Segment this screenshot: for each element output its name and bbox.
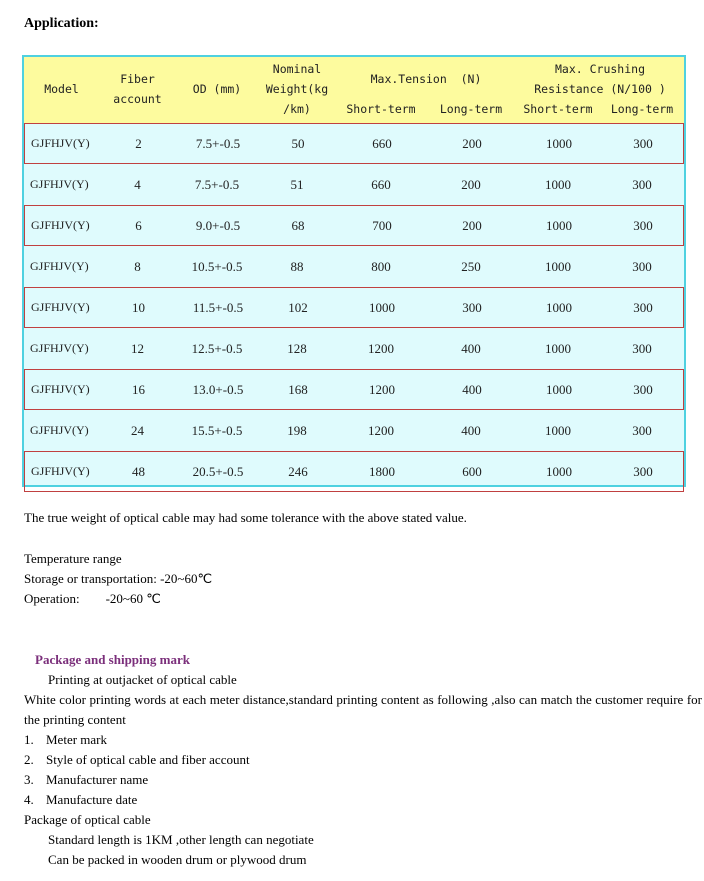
cell-tension-long: 300 (462, 299, 482, 315)
weight-note: The true weight of optical cable may had some tolerance with the above stated value. (24, 510, 467, 525)
table-row (24, 123, 684, 164)
cell-tension-long: 400 (461, 422, 481, 438)
cell-fiber: 4 (134, 176, 141, 192)
package-of-cable-title: Package of optical cable (24, 812, 151, 827)
cell-weight: 246 (288, 463, 308, 479)
cell-model: GJFHJV(Y) (30, 341, 89, 355)
header-tension-long: Long-term (439, 102, 503, 116)
cell-od: 13.0+-0.5 (192, 381, 244, 397)
cell-tension-short: 1200 (368, 340, 394, 356)
header-crushing-short: Short-term (523, 102, 593, 116)
cell-tension-short: 1200 (369, 381, 395, 397)
list-item (24, 770, 702, 790)
standard-length: Standard length is 1KM ,other length can negotiate (48, 832, 314, 847)
cell-tension-short: 1000 (369, 299, 395, 315)
list-item-number: 3. (24, 772, 34, 787)
cell-fiber: 24 (131, 422, 144, 438)
cell-weight: 102 (288, 299, 308, 315)
cell-tension-long: 250 (461, 258, 481, 274)
cell-crushing-long: 300 (633, 463, 653, 479)
cell-model: GJFHJV(Y) (31, 464, 90, 478)
cell-od: 10.5+-0.5 (191, 258, 243, 274)
cell-crushing-short: 1000 (546, 217, 572, 233)
list-item (24, 750, 702, 770)
list-item-text: Manufacturer name (46, 772, 149, 787)
cell-model: GJFHJV(Y) (30, 423, 89, 437)
header-tension: Max.Tension (N) (370, 72, 482, 86)
table-row (24, 369, 684, 410)
header-fiber-line1: Fiber (120, 72, 155, 86)
cell-tension-long: 200 (461, 176, 481, 192)
printing-line: Printing at outjacket of optical cable (48, 672, 237, 687)
cell-crushing-short: 1000 (545, 258, 571, 274)
header-weight-line2: Weight(kg (265, 82, 329, 96)
cell-weight: 88 (290, 258, 304, 274)
cell-tension-short: 660 (371, 176, 391, 192)
header-weight (258, 59, 336, 119)
cell-crushing-long: 300 (632, 258, 652, 274)
cell-od: 20.5+-0.5 (192, 463, 244, 479)
cell-crushing-short: 1000 (546, 135, 572, 151)
cell-fiber: 2 (135, 135, 142, 151)
cell-od: 11.5+-0.5 (192, 299, 244, 315)
cell-crushing-long: 300 (633, 135, 653, 151)
cell-tension-long: 400 (461, 340, 481, 356)
cell-od: 7.5+-0.5 (195, 135, 241, 151)
cell-tension-long: 400 (462, 381, 482, 397)
table-row (24, 164, 684, 205)
cell-tension-long: 600 (462, 463, 482, 479)
cell-weight: 50 (291, 135, 305, 151)
cell-weight: 128 (287, 340, 307, 356)
cell-crushing-short: 1000 (546, 381, 572, 397)
operation-value: -20~60 ℃ (105, 591, 161, 606)
cell-tension-short: 700 (372, 217, 392, 233)
temperature-title: Temperature range (24, 551, 122, 566)
header-crushing-long: Long-term (610, 102, 674, 116)
cell-crushing-long: 300 (632, 422, 652, 438)
operation-label: Operation: (24, 591, 80, 606)
cell-weight: 68 (291, 217, 305, 233)
temperature-operation (24, 589, 212, 609)
cell-weight: 168 (288, 381, 308, 397)
list-item-number: 4. (24, 792, 34, 807)
cell-crushing-long: 300 (632, 176, 652, 192)
list-item-text: Meter mark (46, 732, 108, 747)
cell-model: GJFHJV(Y) (31, 136, 90, 150)
cell-model: GJFHJV(Y) (30, 177, 89, 191)
table-row (24, 205, 684, 246)
list-item-text: Manufacture date (46, 792, 138, 807)
cell-crushing-long: 300 (633, 381, 653, 397)
cell-crushing-short: 1000 (545, 176, 571, 192)
cell-tension-long: 200 (462, 217, 482, 233)
cell-tension-short: 1800 (369, 463, 395, 479)
header-fiber (99, 69, 176, 109)
cell-od: 15.5+-0.5 (191, 422, 243, 438)
table-row (24, 246, 684, 287)
header-fiber-line2: account (113, 92, 162, 106)
packing-option: Can be packed in wooden drum or plywood drum (48, 852, 307, 867)
cell-weight: 51 (290, 176, 304, 192)
cell-fiber: 8 (134, 258, 141, 274)
spec-table (22, 55, 686, 487)
cell-fiber: 12 (131, 340, 144, 356)
cell-model: GJFHJV(Y) (31, 300, 90, 314)
cell-od: 7.5+-0.5 (194, 176, 240, 192)
cell-crushing-long: 300 (633, 299, 653, 315)
table-row (24, 451, 684, 492)
header-weight-line1: Nominal (272, 62, 322, 76)
list-item (24, 790, 702, 810)
cell-tension-long: 200 (462, 135, 482, 151)
list-item-text: Style of optical cable and fiber account (46, 752, 250, 767)
cell-tension-short: 800 (371, 258, 391, 274)
table-row (24, 287, 684, 328)
temperature-section (24, 549, 212, 609)
list-item-number: 2. (24, 752, 34, 767)
header-od: OD (mm) (192, 82, 242, 96)
header-weight-line3: /km) (283, 102, 311, 116)
cell-crushing-long: 300 (633, 217, 653, 233)
list-item (24, 730, 702, 750)
header-model: Model (44, 82, 79, 96)
cell-weight: 198 (287, 422, 307, 438)
cell-fiber: 16 (132, 381, 145, 397)
printing-items-list (24, 730, 702, 810)
header-crushing (516, 59, 684, 99)
table-row (24, 328, 684, 369)
package-section (24, 650, 702, 870)
cell-model: GJFHJV(Y) (30, 259, 89, 273)
cell-crushing-short: 1000 (546, 463, 572, 479)
cell-fiber: 48 (132, 463, 145, 479)
table-header (24, 57, 684, 123)
header-crushing-line2: Resistance (N/100 ) (534, 82, 666, 96)
header-crushing-line1: Max. Crushing (554, 62, 645, 76)
cell-model: GJFHJV(Y) (31, 382, 90, 396)
temperature-storage: Storage or transportation: -20~60℃ (24, 571, 213, 586)
table-row (24, 410, 684, 451)
package-title: Package and shipping mark (35, 652, 190, 667)
cell-fiber: 6 (135, 217, 142, 233)
cell-crushing-short: 1000 (545, 422, 571, 438)
list-item-number: 1. (24, 732, 34, 747)
header-tension-short: Short-term (346, 102, 416, 116)
cell-crushing-long: 300 (632, 340, 652, 356)
cell-tension-short: 660 (372, 135, 392, 151)
cell-model: GJFHJV(Y) (31, 218, 90, 232)
cell-crushing-short: 1000 (545, 340, 571, 356)
cell-od: 9.0+-0.5 (195, 217, 241, 233)
application-heading: Application: (24, 16, 99, 31)
cell-crushing-short: 1000 (546, 299, 572, 315)
cell-tension-short: 1200 (368, 422, 394, 438)
cell-od: 12.5+-0.5 (191, 340, 243, 356)
cell-fiber: 10 (132, 299, 145, 315)
printing-desc: White color printing words at each meter distance,standard printing content as following ,also can match the customer require for the printing content (24, 692, 702, 727)
